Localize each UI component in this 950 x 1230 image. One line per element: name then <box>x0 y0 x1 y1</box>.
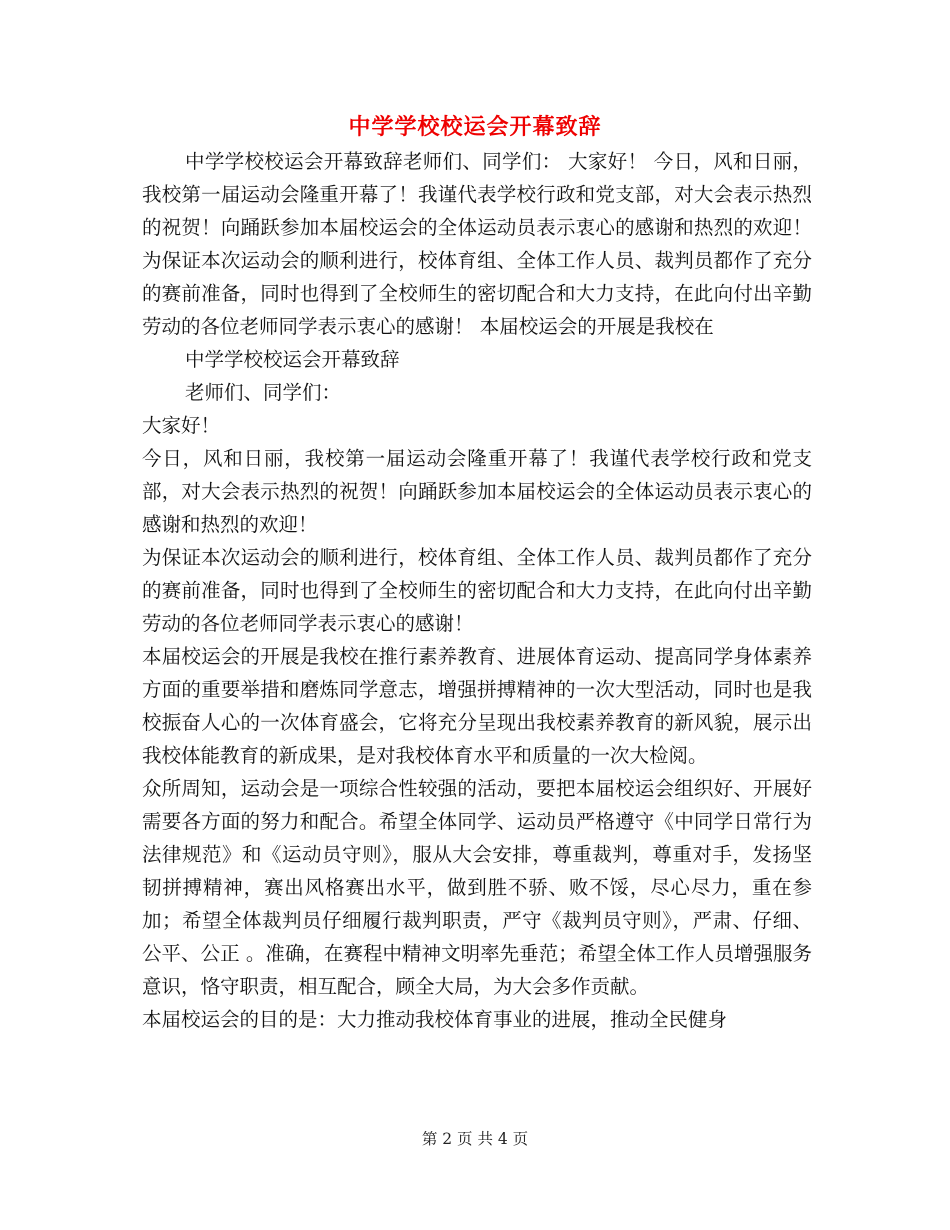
document-title: 中学学校校运会开幕致辞 <box>348 114 602 140</box>
body-paragraph: 本届校运会的目的是：大力推动我校体育事业的进展，推动全民健身 <box>142 1008 728 1031</box>
body-paragraph: 今日，风和日丽，我校第一届运动会隆重开幕了！我谨代表学校行政和党支部，对大会表示热烈的祝贺！向踊跃参加本届校运会的全体运动员表示衷心的感谢和热烈的欢迎！ <box>142 447 812 536</box>
salutation: 老师们、同学们： <box>185 381 342 404</box>
body-paragraph: 本届校运会的开展是我校在推行素养教育、进展体育运动、提高同学身体素养方面的重要举措和磨炼同学意志，增强拼搏精神的一次大型活动，同时也是我校振奋人心的一次体育盛会，它将充分呈现出我校素养教育的新风貌，展示出我校体能教育的新成果，是对我校体育水平和质量的一次大检阅。 <box>142 645 812 767</box>
greeting: 大家好！ <box>142 414 221 437</box>
document-body <box>142 145 812 1036</box>
heading-repeat: 中学学校校运会开幕致辞 <box>185 348 400 371</box>
page-number-footer: 第 2 页 共 4 页 <box>421 1130 529 1148</box>
intro-paragraph: 中学学校校运会开幕致辞老师们、同学们： 大家好！ 今日，风和日丽，我校第一届运动会隆重开幕了！我谨代表学校行政和党支部，对大会表示热烈的祝贺！向踊跃参加本届校运会的全体运动员表示衷心的感谢和热烈的欢迎！ 为保证本次运动会的顺利进行，校体育组、全体工作人员、裁判员都作了充分的赛前准备，同时也得到了全校师生的密切配合和大力支持，在此向付出辛勤劳动的各位老师同学表示衷心的感谢！ 本届校运会的开展是我校在 <box>142 150 812 338</box>
body-paragraph: 众所周知，运动会是一项综合性较强的活动，要把本届校运会组织好、开展好需要各方面的努力和配合。希望全体同学、运动员严格遵守《中同学日常行为法律规范》和《运动员守则》，服从大会安排，尊重裁判，尊重对手，发扬坚韧拼搏精神，赛出风格赛出水平，做到胜不骄、败不馁，尽心尽力，重在参加；希望全体裁判员仔细履行裁判职责，严守《裁判员守则》，严肃、仔细、公平、公正 。准确，在赛程中精神文明率先垂范；希望全体工作人员增强服务意识，恪守职责，相互配合，顾全大局，为大会多作贡献。 <box>142 777 812 998</box>
body-paragraph: 为保证本次运动会的顺利进行，校体育组、全体工作人员、裁判员都作了充分的赛前准备，同时也得到了全校师生的密切配合和大力支持，在此向付出辛勤劳动的各位老师同学表示衷心的感谢！ <box>142 546 812 635</box>
